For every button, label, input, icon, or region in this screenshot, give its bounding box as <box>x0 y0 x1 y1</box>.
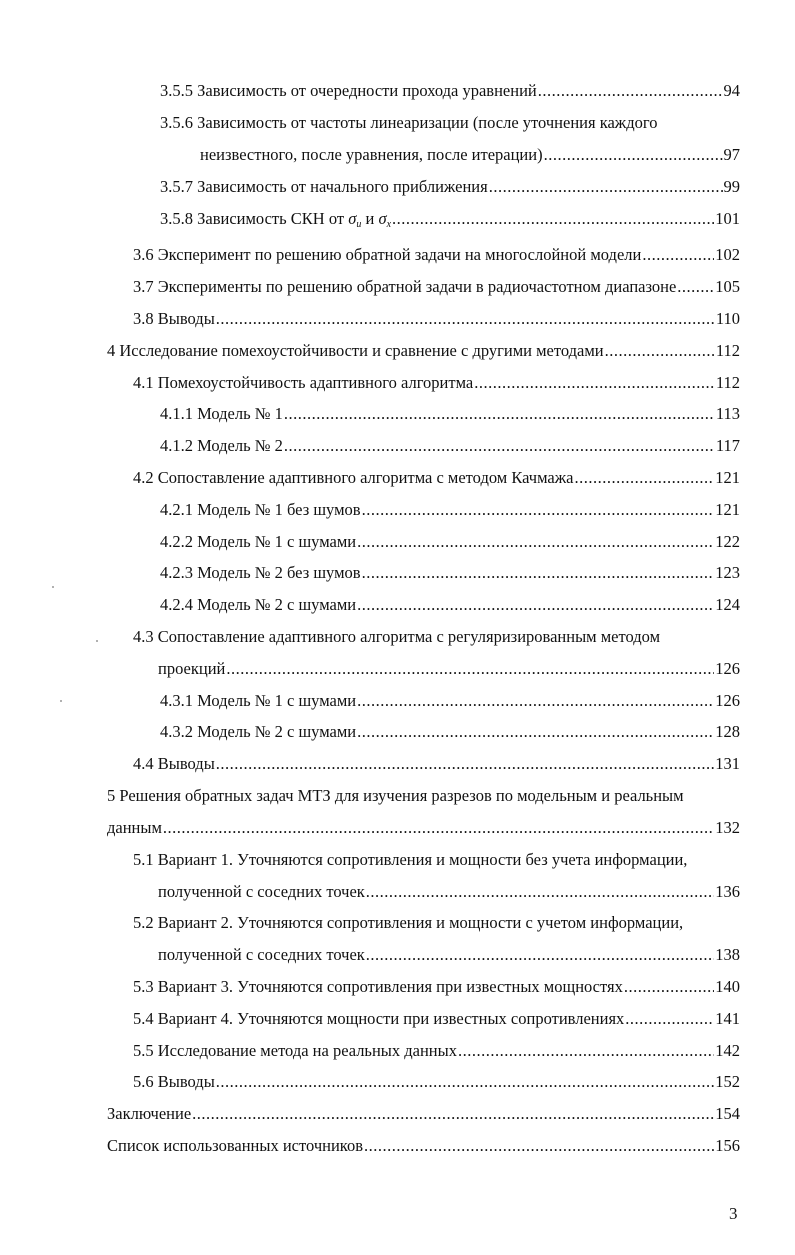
toc-entry <box>160 500 740 520</box>
subscript-x: x <box>386 219 392 230</box>
toc-entry-title: 4.3.2 Модель № 2 с шумами <box>160 722 357 741</box>
toc-entry-page: 110 <box>715 309 740 328</box>
toc-entry-page: 123 <box>715 563 740 582</box>
toc-entry-title: данным <box>107 818 162 837</box>
toc-entry-title-line1: 5.1 Вариант 1. Уточняются сопротивления и мощности без учета информации, <box>133 850 688 869</box>
toc-leader-dots <box>226 659 714 679</box>
toc-entry-page: 117 <box>715 436 740 455</box>
toc-entry-title: Заключение <box>107 1104 192 1123</box>
toc-entry-title: неизвестного, после уравнения, после итерации) <box>200 145 543 164</box>
toc-entry-page: 94 <box>723 81 740 100</box>
toc-entry-title: 3.5.5 Зависимость от очередности прохода уравнений <box>160 81 537 100</box>
toc-leader-dots <box>474 373 715 393</box>
subscript-u: u <box>356 219 362 230</box>
toc-leader-dots <box>624 977 714 997</box>
toc-leader-dots <box>362 500 715 520</box>
toc-entry-page: 112 <box>715 341 740 360</box>
sigma-symbol: σ <box>378 209 387 228</box>
sigma-symbol: σ <box>348 209 357 228</box>
scan-speck <box>96 640 98 642</box>
toc-entry-page: 101 <box>715 209 740 228</box>
toc-entry-page: 156 <box>715 1136 740 1155</box>
toc-entry-title: 3.7 Эксперименты по решению обратной задачи в радиочастотном диапазоне <box>133 277 677 296</box>
toc-entry <box>160 532 740 552</box>
toc-entry-page: 136 <box>715 882 740 901</box>
toc-entry <box>160 691 740 711</box>
toc-leader-dots <box>364 1136 714 1156</box>
toc-entry-title: полученной с соседних точек <box>158 882 365 901</box>
toc-entry-page: 152 <box>715 1072 740 1091</box>
toc-entry-title: Список использованных источников <box>107 1136 363 1155</box>
toc-entry-page: 105 <box>715 277 740 296</box>
toc-leader-dots <box>216 1072 714 1092</box>
toc-entry-title: 5.5 Исследование метода на реальных данных <box>133 1041 457 1060</box>
toc-entry <box>133 1041 740 1061</box>
toc-leader-dots <box>192 1104 714 1124</box>
toc-entry-title: 5.6 Выводы <box>133 1072 215 1091</box>
toc-entry-page: 126 <box>715 691 740 710</box>
toc-entry-title-line1: 5 Решения обратных задач МТЗ для изучения разрезов по модельным и реальным <box>107 786 684 805</box>
toc-leader-dots <box>366 945 714 965</box>
toc-entry-title: 4.2.4 Модель № 2 с шумами <box>160 595 357 614</box>
toc-entry <box>158 945 740 965</box>
toc-leader-dots <box>357 722 714 742</box>
toc-leader-dots <box>574 468 714 488</box>
toc-entry-title: 4.3.1 Модель № 1 с шумами <box>160 691 357 710</box>
toc-entry <box>160 209 740 235</box>
toc-entry <box>133 1072 740 1092</box>
toc-entry-title: 4.2 Сопоставление адаптивного алгоритма с методом Качмажа <box>133 468 574 487</box>
toc-leader-dots <box>216 754 714 774</box>
toc-entry-page: 141 <box>715 1009 740 1028</box>
scan-speck <box>52 586 54 588</box>
toc-entry-title-line1: 3.5.6 Зависимость от частоты линеаризации (после уточнения каждого <box>160 113 658 132</box>
toc-entry-title: 4.1 Помехоустойчивость адаптивного алгоритма <box>133 373 474 392</box>
toc-entry-title-formula <box>160 209 391 235</box>
toc-entry <box>133 245 740 265</box>
toc-entry <box>160 177 740 197</box>
toc-entry-title: 4.1.1 Модель № 1 <box>160 404 283 423</box>
toc-leader-dots <box>642 245 714 265</box>
toc-leader-dots <box>677 277 714 297</box>
toc-leader-dots <box>605 341 715 361</box>
toc-entry-page: 112 <box>715 373 740 392</box>
conjunction-text: и <box>365 209 375 228</box>
toc-leader-dots <box>625 1009 714 1029</box>
page-number: 3 <box>729 1204 738 1223</box>
toc-entry <box>133 1009 740 1029</box>
toc-entry-title: полученной с соседних точек <box>158 945 365 964</box>
toc-leader-dots <box>284 404 715 424</box>
toc-entry-title-line1: 5.2 Вариант 2. Уточняются сопротивления и мощности с учетом информации, <box>133 913 684 932</box>
toc-leader-dots <box>284 436 715 456</box>
toc-entry-title: проекций <box>158 659 226 678</box>
toc-entry <box>133 977 740 997</box>
toc-leader-dots <box>538 81 723 101</box>
toc-entry-page: 154 <box>715 1104 740 1123</box>
scan-speck <box>60 700 62 702</box>
toc-entry-page: 121 <box>715 500 740 519</box>
toc-leader-dots <box>216 309 715 329</box>
toc-entry-page: 126 <box>715 659 740 678</box>
toc-entry-page: 113 <box>715 404 740 423</box>
toc-entry <box>107 1104 740 1124</box>
toc-entry-title: 5.4 Вариант 4. Уточняются мощности при известных сопротивлениях <box>133 1009 625 1028</box>
toc-entry-title: 4.2.1 Модель № 1 без шумов <box>160 500 361 519</box>
toc-entry-page: 132 <box>715 818 740 837</box>
toc-entry <box>158 882 740 902</box>
toc-entry-title: 4 Исследование помехоустойчивости и сравнение с другими методами <box>107 341 604 360</box>
toc-entry-page: 124 <box>715 595 740 614</box>
toc-entry-title: 3.8 Выводы <box>133 309 215 328</box>
toc-entry-page: 99 <box>723 177 740 196</box>
toc-leader-dots <box>357 691 714 711</box>
toc-leader-dots <box>362 563 715 583</box>
toc-entry <box>133 277 740 297</box>
toc-entry-title: 4.2.2 Модель № 1 с шумами <box>160 532 357 551</box>
toc-entry-title: 3.5.7 Зависимость от начального приближения <box>160 177 488 196</box>
toc-leader-dots <box>544 145 723 165</box>
toc-entry-page: 121 <box>715 468 740 487</box>
toc-entry <box>160 81 740 101</box>
toc-entry <box>133 754 740 774</box>
toc-leader-dots <box>392 209 714 229</box>
toc-entry <box>160 404 740 424</box>
toc-leader-dots <box>489 177 723 197</box>
toc-entry-page: 102 <box>715 245 740 264</box>
toc-leader-dots <box>357 595 714 615</box>
toc-leader-dots <box>163 818 714 838</box>
toc-entry <box>158 659 740 679</box>
toc-entry-page: 138 <box>715 945 740 964</box>
toc-entry-title: 3.6 Эксперимент по решению обратной задачи на многослойной модели <box>133 245 642 264</box>
toc-entry <box>133 468 740 488</box>
toc-entry-title: 4.2.3 Модель № 2 без шумов <box>160 563 361 582</box>
toc-leader-dots <box>366 882 714 902</box>
toc-entry-page: 140 <box>715 977 740 996</box>
toc-entry-page: 97 <box>723 145 740 164</box>
toc-entry <box>133 309 740 329</box>
toc-entry-page: 122 <box>715 532 740 551</box>
toc-entry-title: 5.3 Вариант 3. Уточняются сопротивления при известных мощностях <box>133 977 623 996</box>
toc-entry-title: 3.5.8 Зависимость СКН от <box>160 209 345 228</box>
toc-entry <box>160 436 740 456</box>
toc-entry-title: 4.4 Выводы <box>133 754 215 773</box>
toc-entry-page: 128 <box>715 722 740 741</box>
toc-entry-page: 142 <box>715 1041 740 1060</box>
toc-entry <box>160 722 740 742</box>
toc-entry <box>107 341 740 361</box>
toc-entry <box>107 1136 740 1156</box>
toc-entry <box>133 373 740 393</box>
toc-entry-title-line1: 4.3 Сопоставление адаптивного алгоритма с регуляризированным методом <box>133 627 661 646</box>
toc-entry <box>200 145 740 165</box>
toc-leader-dots <box>458 1041 714 1061</box>
toc-entry <box>107 818 740 838</box>
toc-entry-page: 131 <box>715 754 740 773</box>
toc-leader-dots <box>357 532 714 552</box>
toc-entry <box>160 563 740 583</box>
toc-entry-title: 4.1.2 Модель № 2 <box>160 436 283 455</box>
toc-entry <box>160 595 740 615</box>
